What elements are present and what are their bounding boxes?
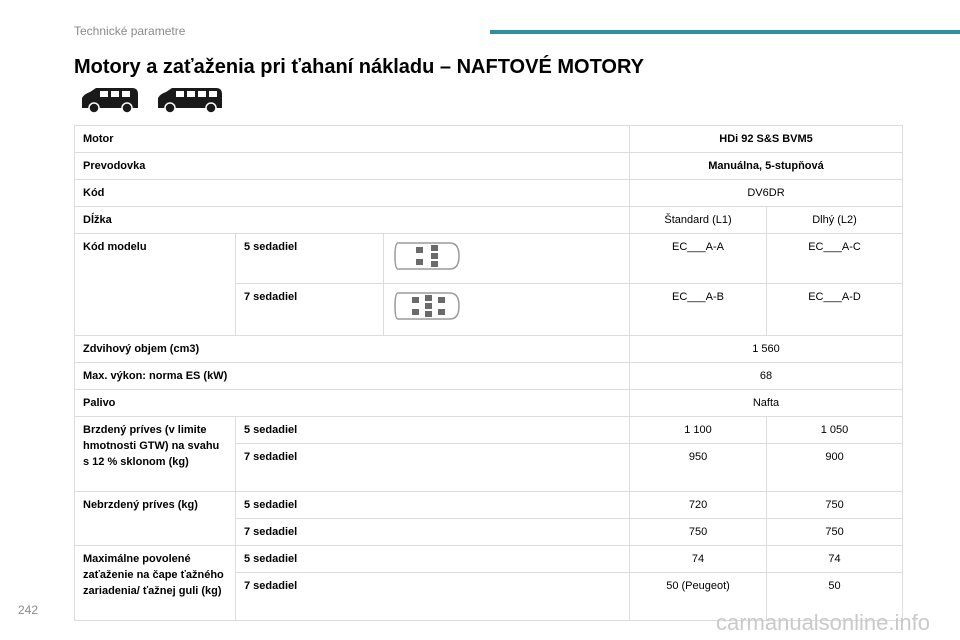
table-row xyxy=(75,390,903,417)
unbraked-l2: 750 xyxy=(767,492,903,519)
row-label: Kód xyxy=(75,180,630,207)
row-label: Motor xyxy=(75,126,630,153)
power-value: 68 xyxy=(630,363,903,390)
braked-l2: 900 xyxy=(767,444,903,492)
table-row xyxy=(75,180,903,207)
seats-label: 5 sedadiel xyxy=(236,492,630,519)
towbar-l2: 74 xyxy=(767,546,903,573)
table-row xyxy=(75,336,903,363)
row-label: Brzdený príves (v limite hmotnosti GTW) na svahu s 12 % sklonom (kg) xyxy=(75,417,236,492)
model-code-l1: EC___A-A xyxy=(630,234,767,284)
code-value: DV6DR xyxy=(630,180,903,207)
van-icons xyxy=(80,86,224,114)
length-l1: Štandard (L1) xyxy=(630,207,767,234)
row-label: Maximálne povolené zaťaženie na čape ťažného zariadenia/ ťažnej guli (kg) xyxy=(75,546,236,621)
braked-l1: 950 xyxy=(630,444,767,492)
seats-label: 5 sedadiel xyxy=(236,546,630,573)
table-row xyxy=(75,153,903,180)
watermark-link[interactable]: carmanualsonline.info xyxy=(715,610,930,635)
seat-layout-cell xyxy=(384,234,630,284)
displacement-value: 1 560 xyxy=(630,336,903,363)
model-code-l2: EC___A-C xyxy=(767,234,903,284)
seat-layout-cell xyxy=(384,284,630,336)
towbar-l1: 74 xyxy=(630,546,767,573)
seats-label: 5 sedadiel xyxy=(236,234,384,284)
table-row xyxy=(75,417,903,444)
table-row xyxy=(75,234,903,284)
section-label: Technické parametre xyxy=(74,24,186,38)
table-row xyxy=(75,363,903,390)
row-label: Max. výkon: norma ES (kW) xyxy=(75,363,630,390)
table-row xyxy=(75,546,903,573)
header-accent-bar xyxy=(490,30,960,34)
engine-spec-table xyxy=(74,125,903,621)
unbraked-l2: 750 xyxy=(767,519,903,546)
page-title: Motory a zaťaženia pri ťahaní nákladu – NAFTOVÉ MOTORY xyxy=(74,56,645,78)
seat-layout-5-icon xyxy=(392,239,462,273)
seats-label: 5 sedadiel xyxy=(236,417,630,444)
seats-label: 7 sedadiel xyxy=(236,444,630,492)
towbar-l1: 50 (Peugeot) xyxy=(630,573,767,621)
row-label: Nebrzdený príves (kg) xyxy=(75,492,236,546)
braked-l2: 1 050 xyxy=(767,417,903,444)
unbraked-l1: 720 xyxy=(630,492,767,519)
table-row xyxy=(75,207,903,234)
seats-label: 7 sedadiel xyxy=(236,519,630,546)
gearbox-value: Manuálna, 5-stupňová xyxy=(630,153,903,180)
van-long-icon xyxy=(156,86,224,114)
table-row xyxy=(75,492,903,519)
motor-value: HDi 92 S&S BVM5 xyxy=(630,126,903,153)
seats-label: 7 sedadiel xyxy=(236,573,630,621)
unbraked-l1: 750 xyxy=(630,519,767,546)
van-short-icon xyxy=(80,86,140,114)
towbar-l2: 50 xyxy=(767,573,903,621)
row-label: Dĺžka xyxy=(75,207,630,234)
fuel-value: Nafta xyxy=(630,390,903,417)
row-label: Kód modelu xyxy=(75,234,236,336)
table-row xyxy=(75,126,903,153)
model-code-l2: EC___A-D xyxy=(767,284,903,336)
length-l2: Dlhý (L2) xyxy=(767,207,903,234)
row-label: Prevodovka xyxy=(75,153,630,180)
row-label: Palivo xyxy=(75,390,630,417)
model-code-l1: EC___A-B xyxy=(630,284,767,336)
row-label: Zdvihový objem (cm3) xyxy=(75,336,630,363)
seat-layout-7-icon xyxy=(392,289,462,323)
page-number: 242 xyxy=(18,603,39,617)
seats-label: 7 sedadiel xyxy=(236,284,384,336)
braked-l1: 1 100 xyxy=(630,417,767,444)
